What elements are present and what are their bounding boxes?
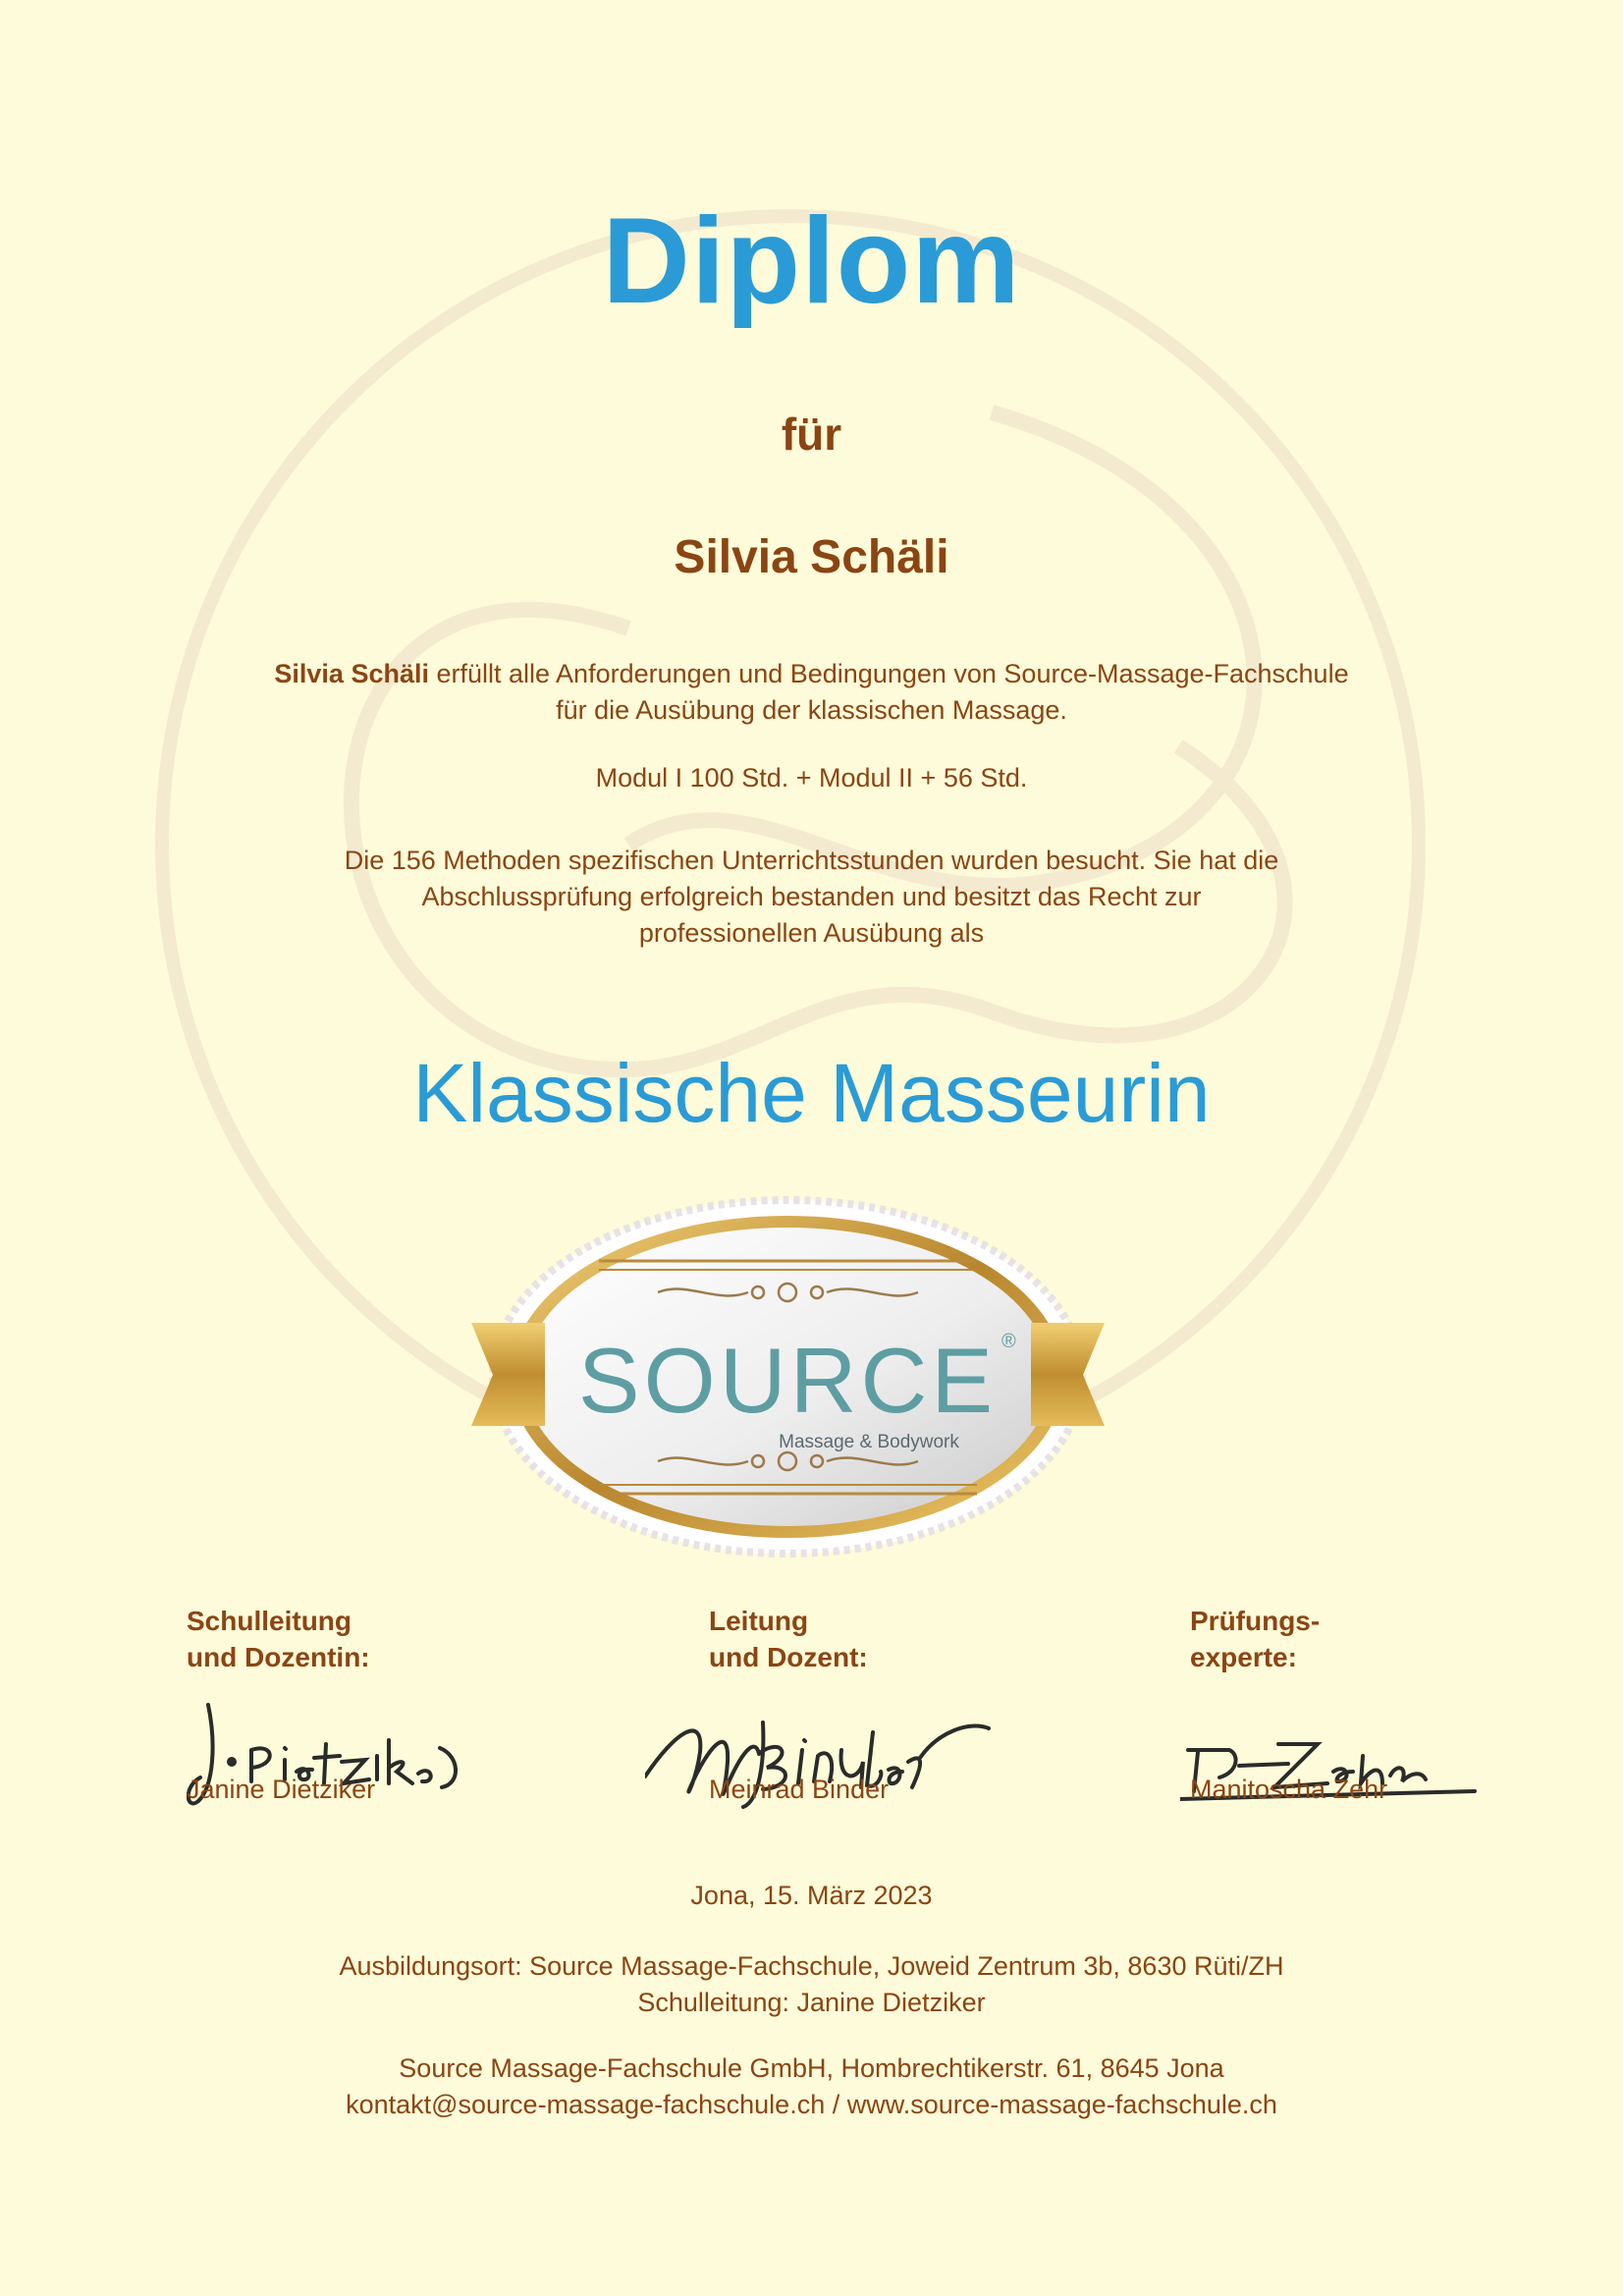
statement-line-2: für die Ausübung der klassischen Massage. (556, 695, 1067, 725)
signature-role-line-2: und Dozent: (709, 1642, 868, 1672)
statement-name: Silvia Schäli (274, 659, 429, 688)
modules-text: Modul I 100 Std. + Modul II + 56 Std. (595, 763, 1028, 793)
signature-block-management (709, 1603, 1062, 1804)
company-info (0, 2050, 1623, 2123)
signature-name: Janine Dietziker (187, 1775, 376, 1804)
signature-role-line-1: Schulleitung (187, 1606, 352, 1636)
recipient-name: Silvia Schäli (674, 531, 949, 583)
place-date: Jona, 15. März 2023 (690, 1881, 933, 1910)
logo-ribbon-right (1031, 1323, 1105, 1426)
training-location: Ausbildungsort: Source Massage-Fachschule, Joweid Zentrum 3b, 8630 Rüti/ZH (339, 1951, 1284, 1981)
details-line-1: Die 156 Methoden spezifischen Unterrichtsstunden wurden besucht. Sie hat die (344, 846, 1279, 875)
diploma-title: Diplom (602, 193, 1021, 329)
for-label: für (781, 409, 842, 460)
logo-registered-mark: ® (1001, 1331, 1016, 1352)
logo-tagline: Massage & Bodywork (779, 1432, 959, 1452)
statement-line-1-text: erfüllt alle Anforderungen und Bedingungen von Source-Massage-Fachschule (428, 659, 1349, 688)
statement-line-1 (0, 656, 1623, 692)
training-info (0, 1948, 1623, 2021)
signature-role-line-2: und Dozentin: (187, 1642, 370, 1672)
signature-block-examiner (1190, 1603, 1543, 1804)
qualification-title: Klassische Masseurin (412, 1047, 1211, 1139)
details-line-2: Abschlussprüfung erfolgreich bestanden und besitzt das Recht zur (421, 882, 1202, 911)
details-line-3: professionellen Ausübung als (638, 918, 985, 948)
details-paragraph (0, 843, 1623, 952)
statement-paragraph (0, 656, 1623, 729)
signature-role-line-1: Leitung (709, 1606, 809, 1636)
signature-block-school-management (187, 1603, 540, 1804)
signature-role-line-1: Prüfungs- (1190, 1606, 1321, 1636)
logo-brand-text: SOURCE (577, 1329, 998, 1432)
logo-ribbon-left (471, 1323, 545, 1426)
company-address: Source Massage-Fachschule GmbH, Hombrechtikerstr. 61, 8645 Jona (399, 2053, 1224, 2083)
school-management: Schulleitung: Janine Dietziker (637, 1988, 986, 2017)
signature-name: Meinrad Binder (709, 1775, 890, 1804)
source-logo-badge (471, 1190, 1105, 1563)
signature-role-line-2: experte: (1190, 1642, 1297, 1672)
signature-name: Manitoscha Zehr (1190, 1775, 1388, 1804)
contact-line: kontakt@source-massage-fachschule.ch / www.source-massage-fachschule.ch (346, 2090, 1277, 2119)
